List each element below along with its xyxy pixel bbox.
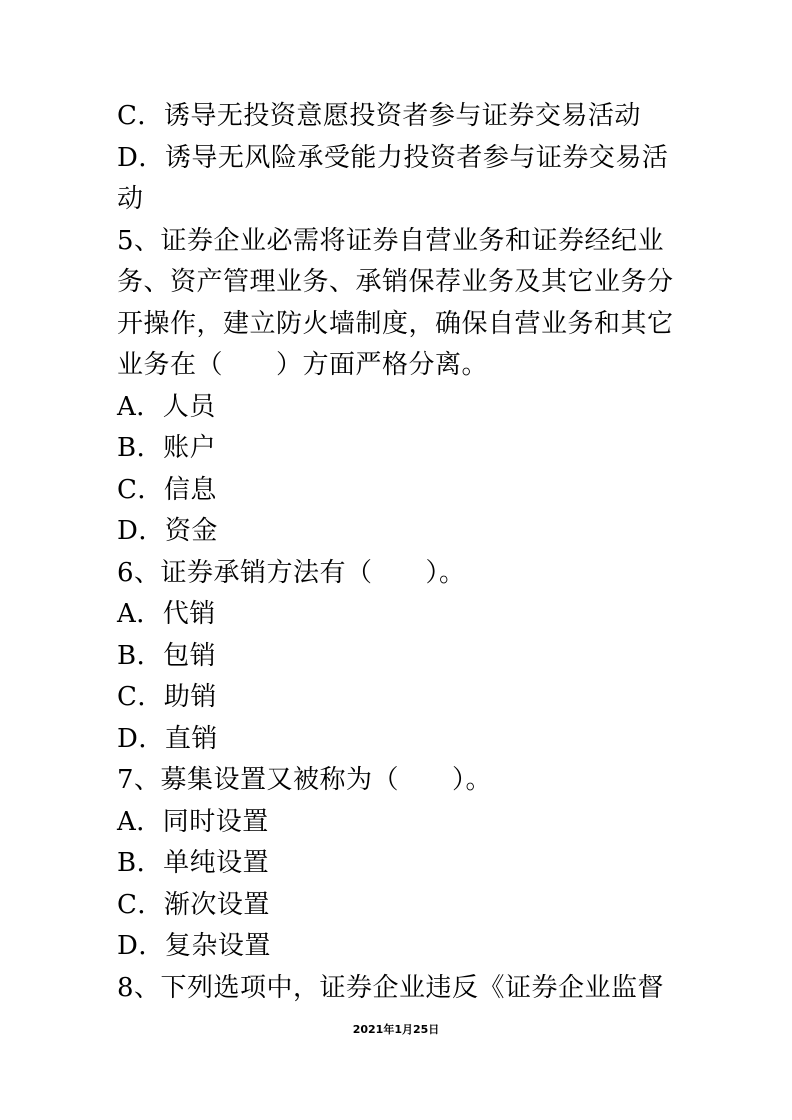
option-d-q4-continued: 动 — [117, 184, 144, 214]
question-5-line-3: 开操作，建立防火墙制度，确保自营业务和其它 — [117, 308, 674, 339]
option-d-q7: D．复杂设置 — [117, 931, 271, 961]
option-a-q5: A．人员 — [117, 391, 216, 422]
option-b-q6: B．包销 — [117, 640, 217, 671]
option-a-q7: A．同时设置 — [117, 806, 269, 837]
option-b-q5: B．账户 — [117, 433, 217, 463]
question-5-line-4: 业务在（ ）方面严格分离。 — [117, 350, 489, 380]
option-c-q6: C．助销 — [117, 682, 217, 712]
option-d-q5: D．资金 — [117, 516, 218, 546]
document-body — [117, 96, 697, 1009]
option-c-q7: C．渐次设置 — [117, 889, 270, 920]
option-d-q6: D．直销 — [117, 723, 218, 754]
question-6: 6、证券承销方法有（ ）。 — [117, 557, 466, 588]
option-c-q5: C．信息 — [117, 474, 217, 505]
question-5-line-2: 务、资产管理业务、承销保荐业务及其它业务分 — [117, 267, 674, 297]
question-5-line-1: 5、证券企业必需将证券自营业务和证券经纪业 — [117, 225, 665, 256]
option-b-q7: B．单纯设置 — [117, 848, 270, 878]
question-7: 7、募集设置又被称为（ ）。 — [117, 765, 493, 795]
option-d-q4: D．诱导无风险承受能力投资者参与证券交易活 — [117, 142, 669, 173]
question-8-line-1: 8、下列选项中，证券企业违反《证券企业监督 — [117, 972, 665, 1003]
option-c-q4: C．诱导无投资意愿投资者参与证券交易活动 — [117, 101, 641, 131]
option-a-q6: A．代销 — [117, 599, 216, 629]
page-footer-date: 2021年1月25日 — [352, 1023, 440, 1036]
